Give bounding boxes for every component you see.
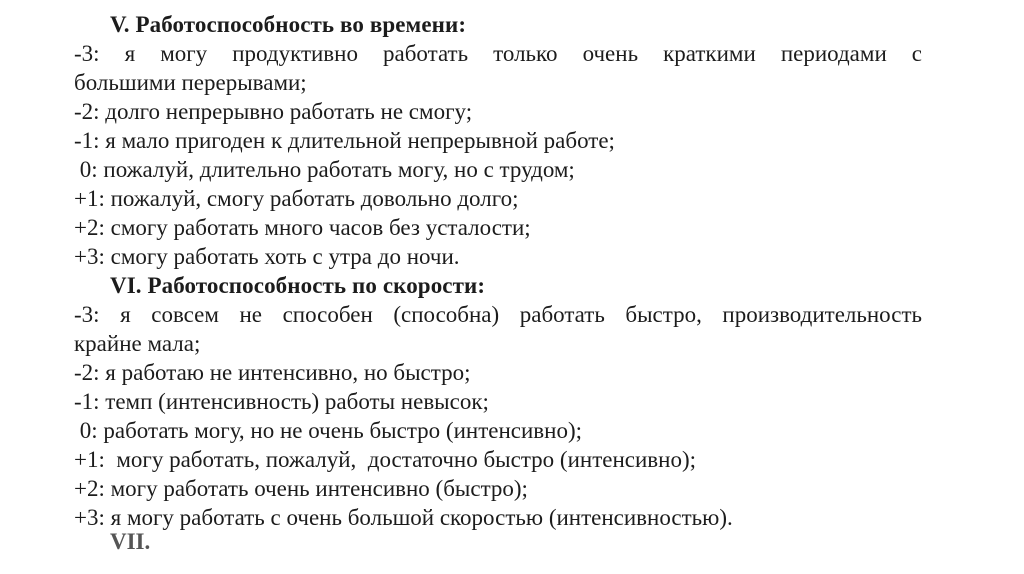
document-content [74, 10, 922, 532]
next-heading-cutoff [110, 529, 180, 554]
section-v-line-plus1: +1: пожалуй, смогу работать довольно долго; [74, 186, 519, 211]
next-heading-cut-text: VII. [110, 529, 151, 554]
section-v-line-zero: 0: пожалуй, длительно работать могу, но с трудом; [74, 157, 575, 182]
section-vi-line-minus3-cont: крайне мала; [74, 331, 201, 356]
section-vi-line-minus3: -3: я совсем не способен (способна) работать быстро, производительность [74, 302, 922, 327]
section-vi-line-plus2: +2: могу работать очень интенсивно (быстро); [74, 476, 528, 501]
section-v-line-minus3-cont: большими перерывами; [74, 70, 307, 95]
section-vi-line-minus2: -2: я работаю не интенсивно, но быстро; [74, 360, 471, 385]
section-v-line-minus2: -2: долго непрерывно работать не смогу; [74, 99, 473, 124]
section-vi-line-plus1: +1: могу работать, пожалуй, достаточно быстро (интенсивно); [74, 447, 696, 472]
section-vi-line-minus1: -1: темп (интенсивность) работы невысок; [74, 389, 489, 414]
section-v-line-minus1: -1: я мало пригоден к длительной непрерывной работе; [74, 128, 615, 153]
section-v-line-plus3: +3: смогу работать хоть с утра до ночи. [74, 244, 460, 269]
section-v-heading: V. Работоспособность во времени: [110, 12, 467, 37]
section-v-line-minus3: -3: я могу продуктивно работать только очень краткими периодами с [74, 41, 922, 66]
section-vi-line-plus3: +3: я могу работать с очень большой скоростью (интенсивностью). [74, 505, 733, 530]
section-vi-heading: VI. Работоспособность по скорости: [110, 273, 486, 298]
section-vi-line-zero: 0: работать могу, но не очень быстро (интенсивно); [74, 418, 582, 443]
section-v-line-plus2: +2: смогу работать много часов без усталости; [74, 215, 531, 240]
